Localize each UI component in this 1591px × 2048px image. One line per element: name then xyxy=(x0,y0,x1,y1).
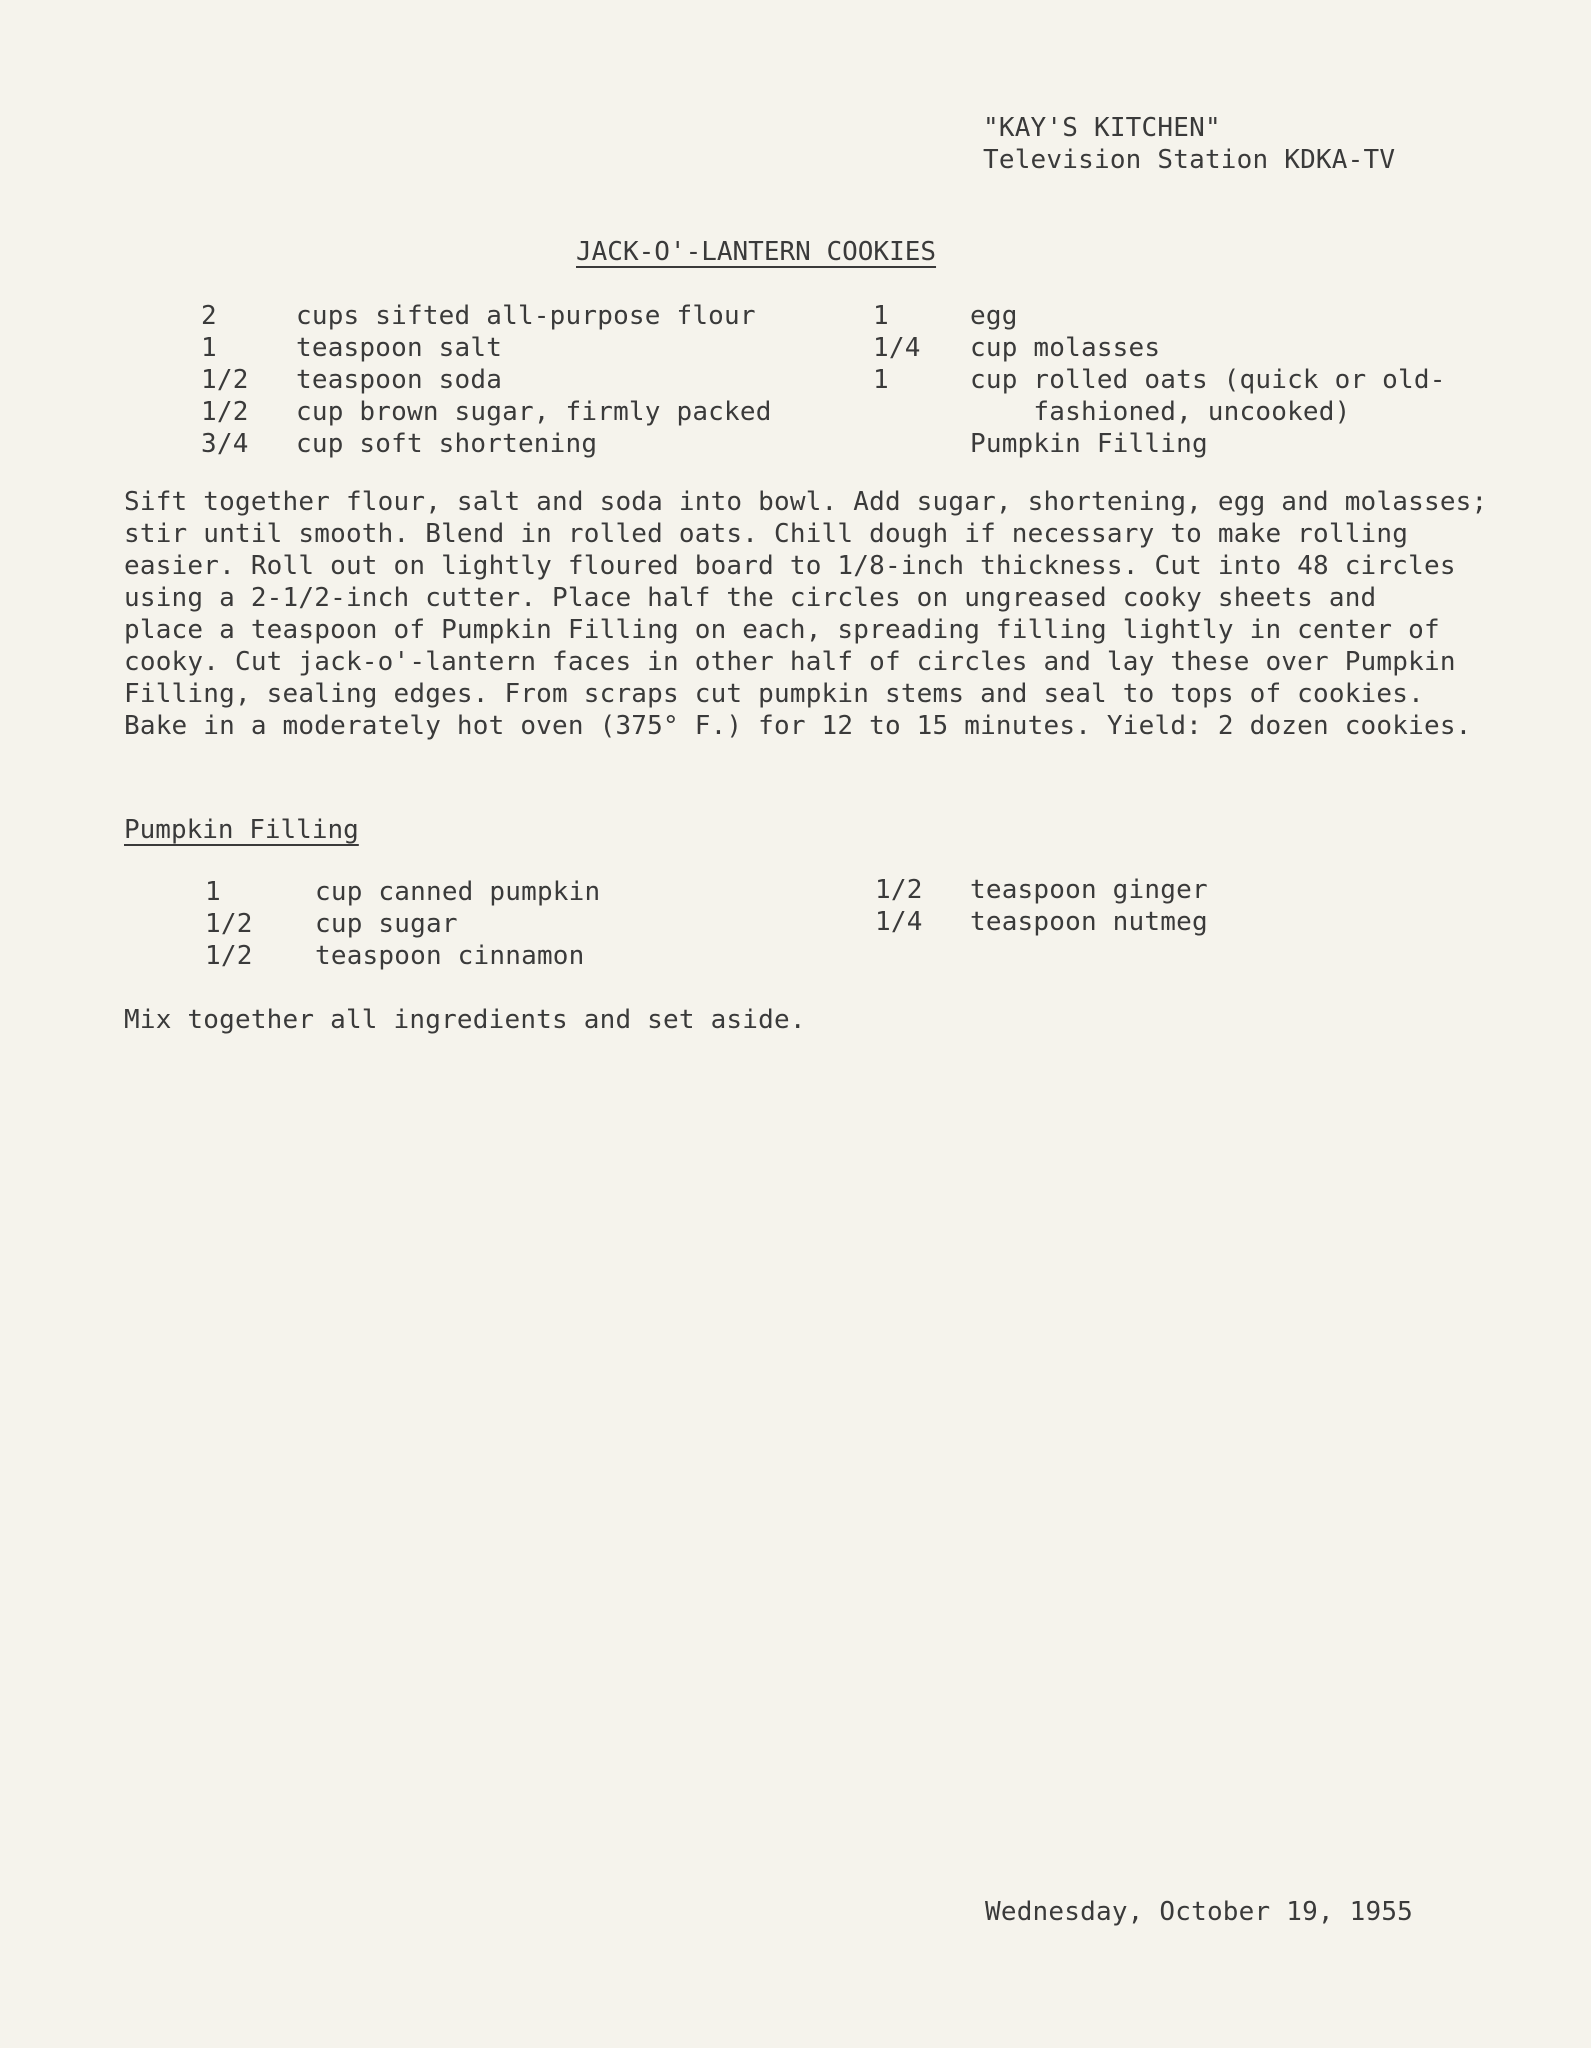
broadcast-date: Wednesday, October 19, 1955 xyxy=(985,1897,1414,1927)
ingredient-desc: teaspoon nutmeg xyxy=(970,907,1208,937)
ingredient-desc: egg xyxy=(970,301,1018,331)
filling-heading: Pumpkin Filling xyxy=(124,815,359,845)
instruction-line: easier. Roll out on lightly floured board to 1/8-inch thickness. Cut into 48 circles xyxy=(124,551,1456,581)
ingredient-qty: 1/4 xyxy=(875,907,923,937)
ingredient-qty: 1/4 xyxy=(873,333,921,363)
ingredient-desc: cup soft shortening xyxy=(296,429,598,459)
instruction-line: Bake in a moderately hot oven (375° F.) for 12 to 15 minutes. Yield: 2 dozen cookies. xyxy=(124,711,1472,741)
filling-instruction: Mix together all ingredients and set aside. xyxy=(124,1005,806,1035)
ingredient-desc: fashioned, uncooked) xyxy=(970,397,1351,427)
ingredient-qty: 1 xyxy=(873,301,889,331)
ingredient-qty: 1/2 xyxy=(201,397,249,427)
ingredient-qty: 1/2 xyxy=(205,909,253,939)
ingredient-desc: teaspoon salt xyxy=(296,333,503,363)
ingredient-desc: Pumpkin Filling xyxy=(970,429,1208,459)
recipe-title: JACK-O'-LANTERN COOKIES xyxy=(576,237,937,267)
ingredient-desc: cup canned pumpkin xyxy=(315,877,601,907)
ingredient-desc: cup brown sugar, firmly packed xyxy=(296,397,772,427)
ingredient-qty: 1/2 xyxy=(205,941,253,971)
ingredient-desc: cups sifted all-purpose flour xyxy=(296,301,756,331)
instructions-paragraph xyxy=(124,486,1524,742)
header-block xyxy=(983,112,1395,176)
ingredient-desc: teaspoon soda xyxy=(296,365,503,395)
ingredient-qty: 1/2 xyxy=(201,365,249,395)
ingredient-qty: 1 xyxy=(201,333,217,363)
ingredient-desc: cup molasses xyxy=(970,333,1161,363)
instruction-line: stir until smooth. Blend in rolled oats. Chill dough if necessary to make rolling xyxy=(124,519,1409,549)
instruction-line: Sift together flour, salt and soda into bowl. Add sugar, shortening, egg and molasses; xyxy=(124,487,1488,517)
instruction-line: Filling, sealing edges. From scraps cut pumpkin stems and seal to tops of cookies. xyxy=(124,679,1424,709)
station-name: Television Station KDKA-TV xyxy=(983,145,1396,175)
ingredient-qty: 1/2 xyxy=(875,875,923,905)
instruction-line: using a 2-1/2-inch cutter. Place half the circles on ungreased cooky sheets and xyxy=(124,583,1377,613)
instruction-line: cooky. Cut jack-o'-lantern faces in other half of circles and lay these over Pumpkin xyxy=(124,647,1456,677)
ingredient-desc: cup rolled oats (quick or old- xyxy=(970,365,1446,395)
ingredient-qty: 3/4 xyxy=(201,429,249,459)
show-name: "KAY'S KITCHEN" xyxy=(983,113,1221,143)
ingredient-desc: teaspoon cinnamon xyxy=(315,941,585,971)
ingredient-desc: cup sugar xyxy=(315,909,458,939)
instruction-line: place a teaspoon of Pumpkin Filling on each, spreading filling lightly in center of xyxy=(124,615,1440,645)
ingredient-desc: teaspoon ginger xyxy=(970,875,1208,905)
ingredient-qty: 1 xyxy=(873,365,889,395)
ingredient-qty: 2 xyxy=(201,301,217,331)
ingredient-qty: 1 xyxy=(205,877,221,907)
